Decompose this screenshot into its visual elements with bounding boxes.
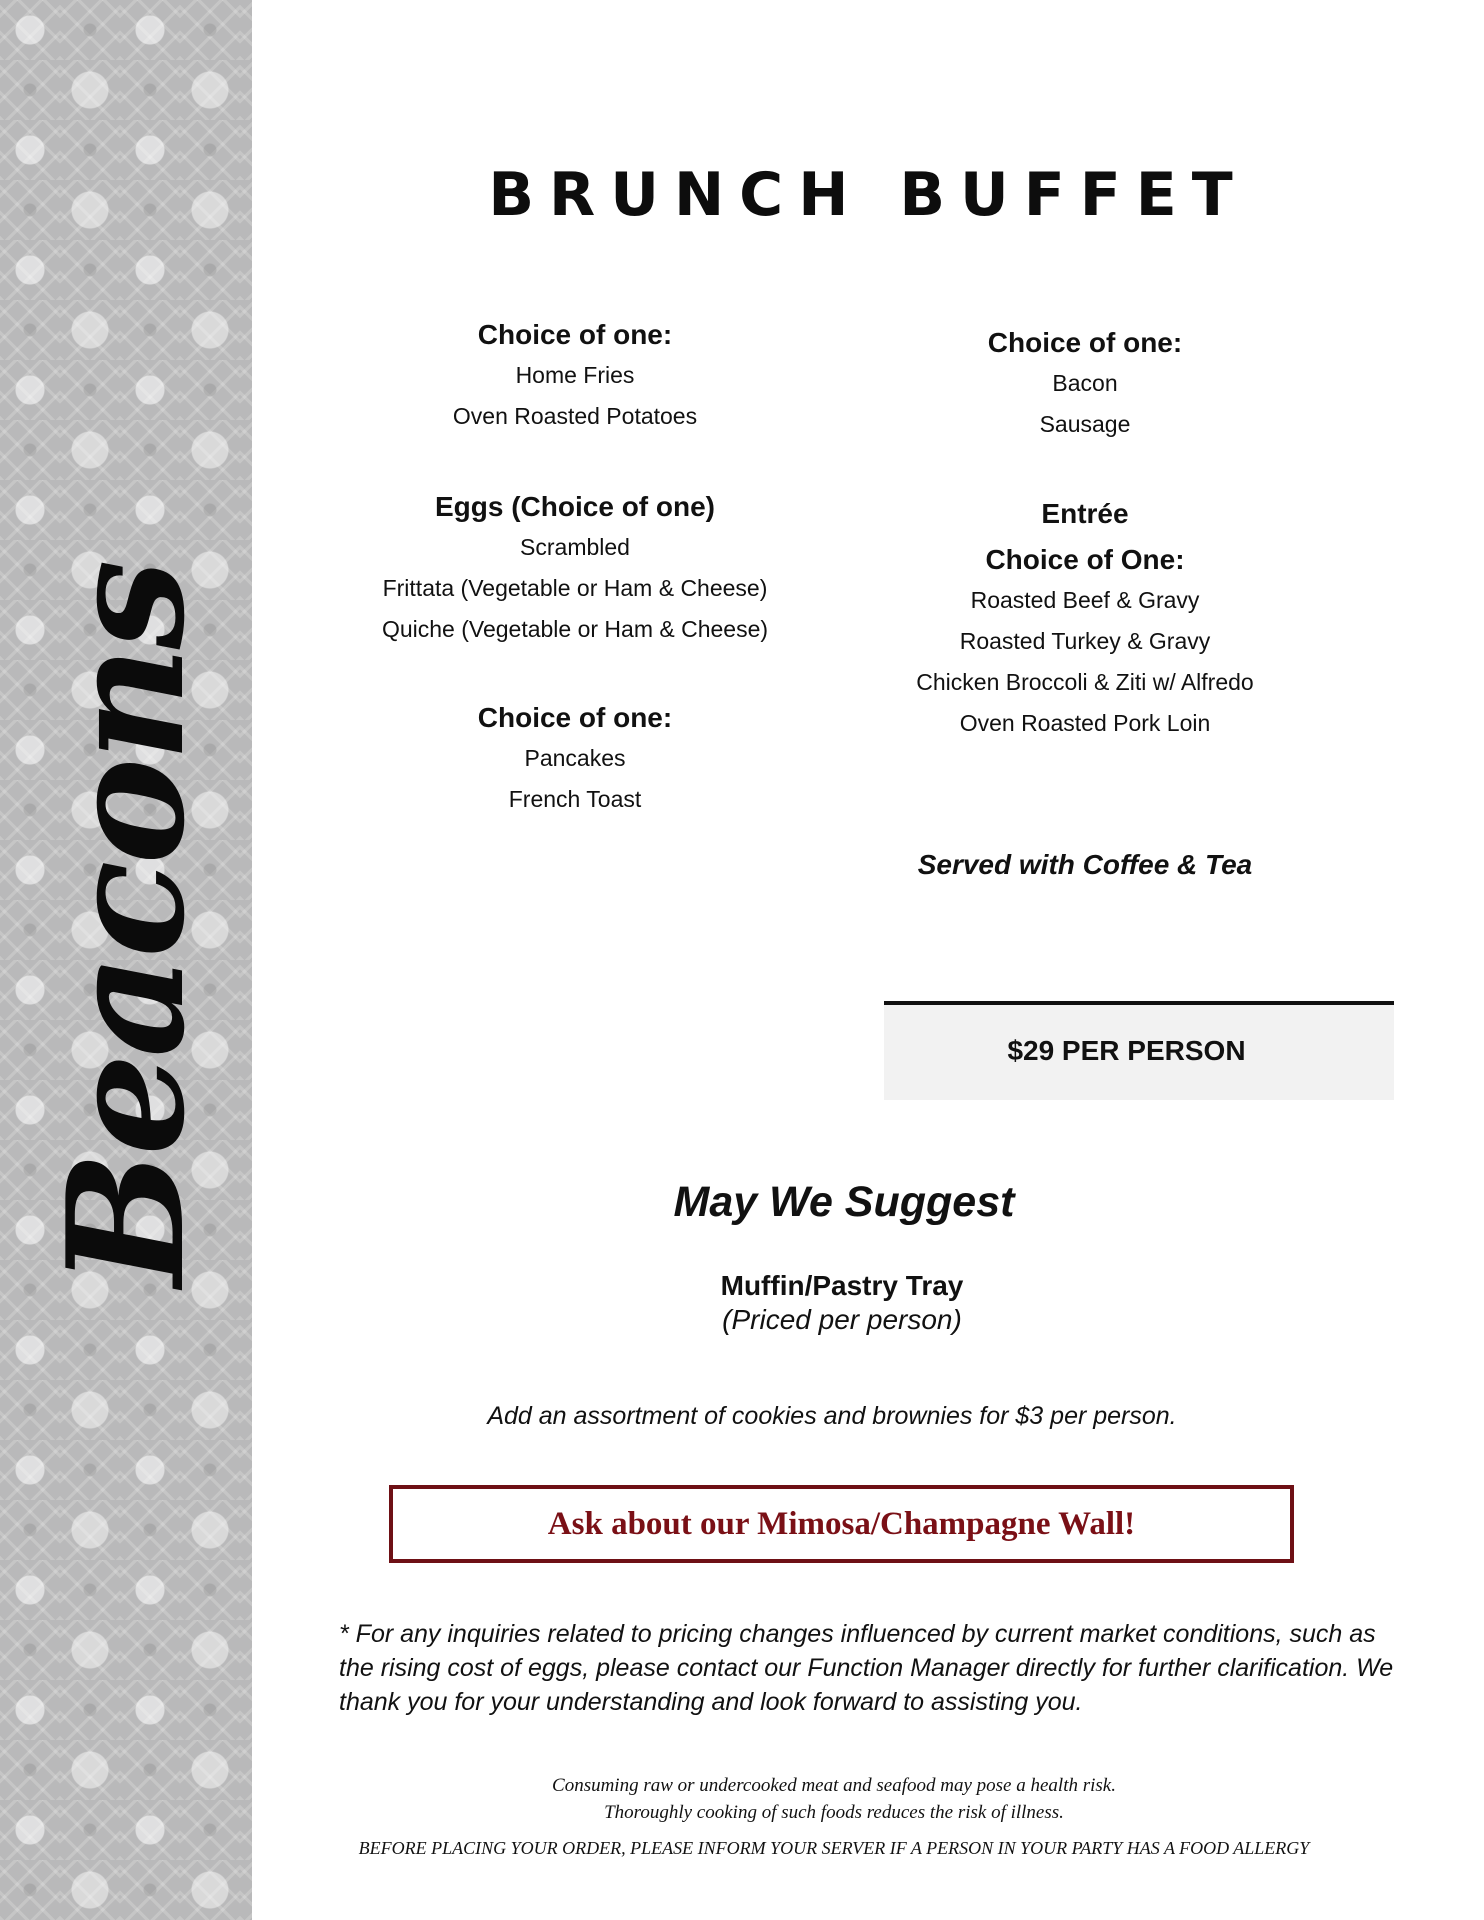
section-heading: Entrée — [1041, 498, 1129, 529]
menu-title: BRUNCH BUFFET — [488, 160, 1248, 230]
inquiry-note: * For any inquiries related to pricing changes influenced by current market conditions, such as the rising cost of eggs, please contact our Function Manager directly for further clarification. We thank you for your understanding and look forward to assisting you. — [339, 1620, 1394, 1716]
promo-text: Ask about our Mimosa/Champagne Wall! — [547, 1506, 1136, 1542]
griddle-section — [330, 698, 820, 820]
addon-note: Add an assortment of cookies and brownies for $3 per person. — [487, 1402, 1177, 1430]
menu-item: Quiche (Vegetable or Ham & Cheese) — [381, 616, 769, 642]
entree-section — [835, 494, 1335, 744]
decorative-sidebar — [0, 0, 252, 1920]
potatoes-section — [330, 315, 820, 437]
eggs-section — [330, 487, 820, 650]
section-heading: Eggs (Choice of one) — [435, 491, 715, 522]
menu-item: Home Fries — [515, 362, 635, 388]
health-notice-line: Consuming raw or undercooked meat and seafood may pose a health risk. — [552, 1775, 1116, 1796]
price-box — [884, 1001, 1394, 1100]
menu-item: Frittata (Vegetable or Ham & Cheese) — [382, 575, 768, 601]
menu-item: Scrambled — [520, 534, 630, 560]
allergy-notice: BEFORE PLACING YOUR ORDER, PLEASE INFORM YOUR SERVER IF A PERSON IN YOUR PARTY HAS A FOOD ALLERGY — [358, 1838, 1310, 1858]
suggest-item-note: (Priced per person) — [722, 1304, 962, 1335]
suggest-item: Muffin/Pastry Tray — [720, 1270, 964, 1301]
section-heading: Choice of one: — [477, 702, 673, 733]
health-notice — [252, 1772, 1416, 1826]
menu-item: Roasted Turkey & Gravy — [959, 628, 1211, 654]
menu-item: Pancakes — [524, 745, 626, 771]
section-heading: Choice of one: — [477, 319, 673, 350]
section-heading: Choice of one: — [987, 327, 1183, 358]
section-subheading: Choice of One: — [985, 544, 1185, 575]
menu-item: Chicken Broccoli & Ziti w/ Alfredo — [916, 669, 1254, 695]
suggest-heading: May We Suggest — [673, 1178, 1015, 1226]
meats-section — [835, 323, 1335, 445]
menu-item: Bacon — [1052, 370, 1118, 396]
promo-box — [389, 1485, 1294, 1563]
menu-item: Sausage — [1039, 411, 1131, 437]
menu-item: Oven Roasted Pork Loin — [959, 710, 1211, 736]
health-notice-line: Thoroughly cooking of such foods reduces the risk of illness. — [604, 1802, 1064, 1823]
price-per-person: $29 PER PERSON — [1007, 1035, 1246, 1066]
menu-item: Oven Roasted Potatoes — [452, 403, 698, 429]
menu-item: Roasted Beef & Gravy — [970, 587, 1200, 613]
brand-logo: Beacons — [32, 563, 220, 1287]
menu-item: French Toast — [508, 786, 642, 812]
right-column — [835, 0, 1335, 1000]
served-with-note: Served with Coffee & Tea — [917, 849, 1253, 880]
